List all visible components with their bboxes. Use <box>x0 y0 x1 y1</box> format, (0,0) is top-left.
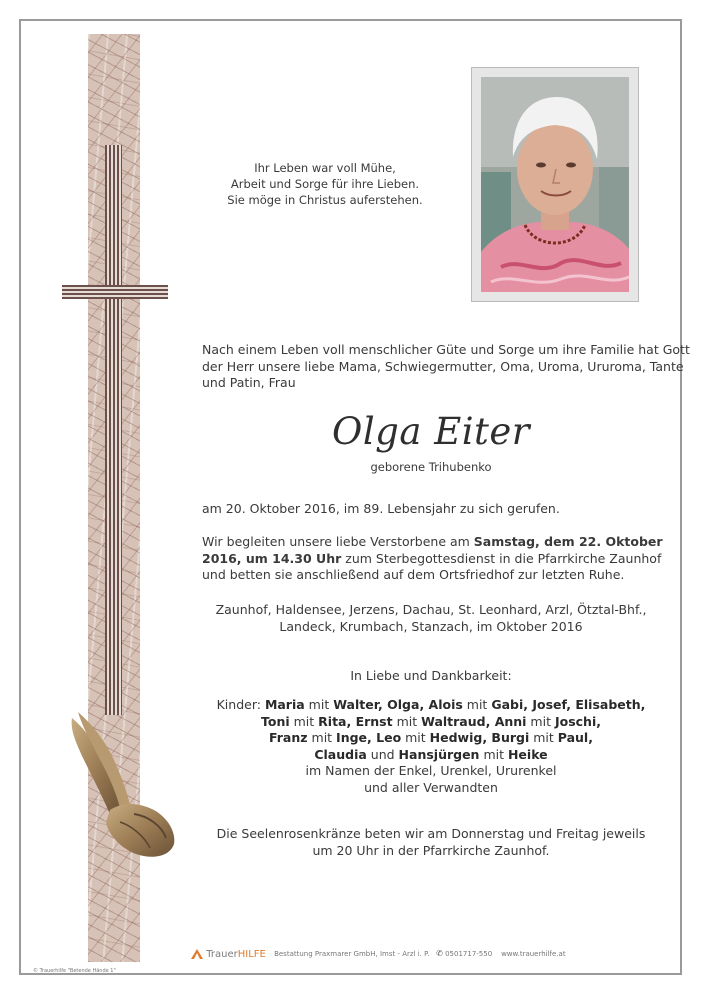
intro-line: der Herr unsere liebe Mama, Schwiegermutter, Oma, Uroma, Ururoma, Tante <box>202 358 684 374</box>
phone-icon: ✆ <box>436 949 443 958</box>
mourner-name: Heike <box>507 746 548 762</box>
intro-line: und Patin, Frau <box>202 375 296 390</box>
quote-line: Arbeit und Sorge für ihre Lieben. <box>230 177 420 191</box>
deceased-name: Olga Eiter <box>332 410 530 453</box>
kinder-label: Kinder: <box>216 697 265 712</box>
funeral-line-2 <box>202 551 664 568</box>
mourner-name: Rita, Ernst <box>318 713 393 729</box>
copyright-note: © Trauerhilfe "Betende Hände 1" <box>33 968 116 974</box>
rosary-line: Die Seelenrosenkränze beten wir am Donnerstag und Freitag jeweils <box>216 826 646 841</box>
mourner-name: Maria <box>264 697 305 712</box>
funeral-line-1 <box>202 534 664 551</box>
connector: mit <box>307 730 337 745</box>
mourners-heading: In Liebe und Dankbarkeit: <box>350 668 512 683</box>
mourners-line <box>176 747 686 764</box>
connector: mit <box>304 697 334 712</box>
death-notice: am 20. Oktober 2016, im 89. Lebensjahr zu sich gerufen. <box>202 501 560 516</box>
mourner-name: Joschi, <box>554 713 601 729</box>
mourners-list <box>176 697 686 796</box>
company-name: Bestattung Praxmarer GmbH, Imst - Arzl i. P. <box>274 950 430 958</box>
birth-name: geborene Trihubenko <box>370 460 492 474</box>
connector: mit <box>289 713 319 729</box>
mourner-name: Inge, Leo <box>336 730 402 745</box>
intro-line: Nach einem Leben voll menschlicher Güte und Sorge um ihre Familie hat Gott <box>202 342 690 357</box>
mourner-name: Walter, Olga, Alois <box>333 697 463 712</box>
mourner-name: Claudia <box>314 746 367 762</box>
connector: mit <box>526 713 555 729</box>
places-line: Zaunhof, Haldensee, Jerzens, Dachau, St. Leonhard, Arzl, Ötztal-Bhf., <box>215 602 647 617</box>
rosary-notice <box>200 826 662 859</box>
rosary-line: um 20 Uhr in der Pfarrkirche Zaunhof. <box>312 842 550 858</box>
mourner-name: Franz <box>269 730 308 745</box>
praying-hands-icon <box>62 710 180 860</box>
funeral-line-3: und betten sie anschließend auf dem Ortsfriedhof zur letzten Ruhe. <box>202 567 625 582</box>
relatives-line: und aller Verwandten <box>364 779 498 795</box>
mourners-line <box>176 697 686 714</box>
mourner-name: Toni <box>261 713 290 729</box>
connector: mit <box>401 730 430 745</box>
connector: mit <box>479 746 508 762</box>
memorial-quote <box>215 160 435 208</box>
mourners-line <box>176 714 686 731</box>
trauerhilfe-logo-icon <box>190 948 204 960</box>
phone-number: 0501717-550 <box>445 950 493 958</box>
footer <box>190 948 610 962</box>
mourner-name: Waltraud, Anni <box>421 713 527 729</box>
brand-part: HILFE <box>237 948 266 960</box>
brand-name <box>206 949 266 960</box>
mourner-name: Hansjürgen <box>398 746 480 762</box>
intro-text <box>202 342 690 392</box>
connector: mit <box>392 713 422 729</box>
cross-vertical-beam <box>105 145 122 715</box>
funeral-text: Wir begleiten unsere liebe Verstorbene am <box>202 534 474 549</box>
quote-line: Sie möge in Christus auferstehen. <box>227 193 423 207</box>
funeral-text: zum Sterbegottesdienst in die Pfarrkirche Zaunhof <box>341 550 662 566</box>
connector: und <box>366 746 399 762</box>
funeral-info <box>202 534 664 584</box>
places-and-date <box>200 602 662 635</box>
brand-part: Trauer <box>206 948 238 960</box>
mourners-line <box>176 730 686 747</box>
mourner-name: Hedwig, Burgi <box>429 730 530 745</box>
funeral-date: Samstag, dem 22. Oktober <box>473 534 663 549</box>
connector: mit <box>529 730 558 745</box>
places-line: Landeck, Krumbach, Stanzach, im Oktober 2016 <box>279 618 583 634</box>
grandkids-line: im Namen der Enkel, Urenkel, Ururenkel <box>305 763 557 778</box>
mourner-name: Paul, <box>557 730 593 745</box>
cross-horizontal-beam <box>62 285 168 299</box>
portrait-photo <box>481 77 629 292</box>
mourner-name: Gabi, Josef, Elisabeth, <box>491 697 646 712</box>
quote-line: Ihr Leben war voll Mühe, <box>254 161 396 175</box>
connector: mit <box>462 697 492 712</box>
funeral-time: 2016, um 14.30 Uhr <box>202 550 342 566</box>
portrait-frame <box>471 67 639 302</box>
website-link[interactable]: www.trauerhilfe.at <box>501 950 566 958</box>
